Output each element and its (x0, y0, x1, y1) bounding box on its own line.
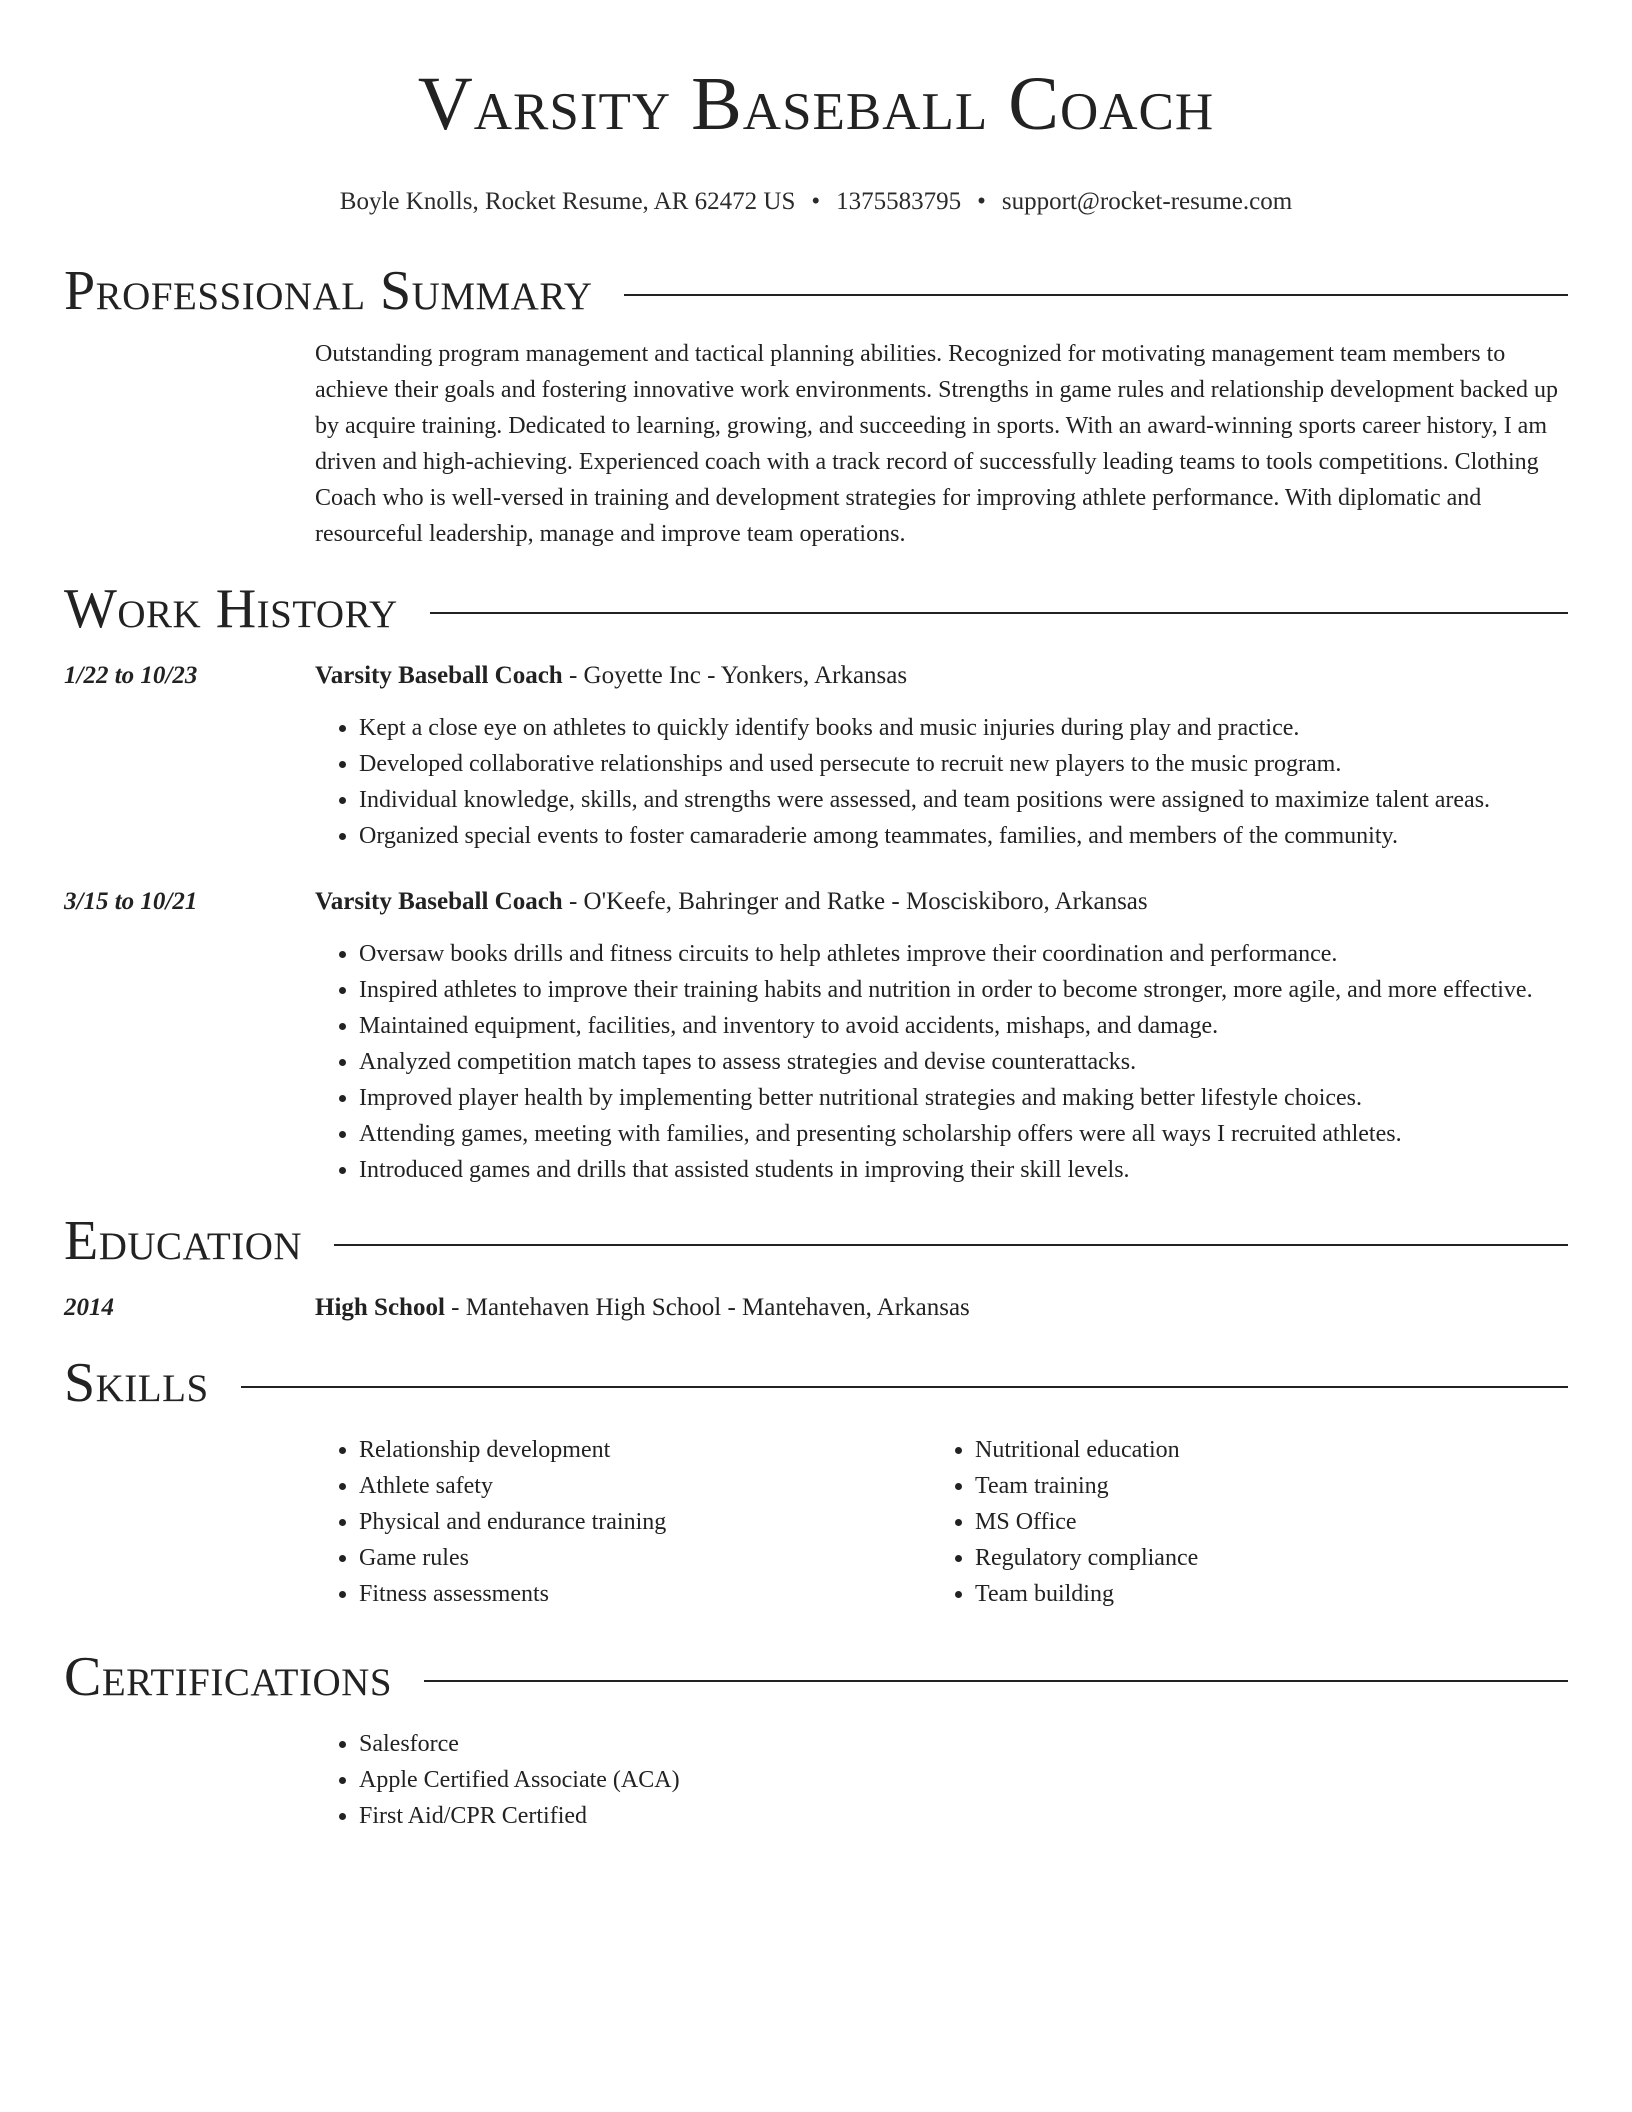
list-item: • Analyzed competition match tapes to assess strategies and devise counterattacks. (359, 1044, 1568, 1080)
list-item: • Inspired athletes to improve their training habits and nutrition in order to become stronger, more agile, and more effective. (359, 972, 1568, 1008)
contact-separator: • (811, 188, 821, 215)
list-item: • Game rules (359, 1540, 931, 1576)
list-item: • First Aid/CPR Certified (359, 1798, 1568, 1834)
job-employer: - O'Keefe, Bahringer and Ratke - Mosciskiboro, Arkansas (562, 888, 1148, 915)
section-header-skills (64, 1348, 1568, 1418)
certifications-list (315, 1726, 1568, 1834)
list-item: • Fitness assessments (359, 1576, 931, 1612)
list-item: • Developed collaborative relationships and used persecute to recruit new players to the music program. (359, 746, 1568, 782)
section-title-summary: Professional Summary (64, 260, 593, 322)
job-employer: - Goyette Inc - Yonkers, Arkansas (562, 662, 908, 689)
list-item: • Individual knowledge, skills, and strengths were assessed, and team positions were assigned to maximize talent areas. (359, 782, 1568, 818)
contact-line (64, 186, 1568, 218)
job-bullets-row (64, 694, 1568, 854)
list-item: • MS Office (975, 1504, 1568, 1540)
list-item: • Relationship development (359, 1432, 931, 1468)
contact-separator: • (977, 188, 986, 215)
candidate-name: Varsity Baseball Coach (417, 62, 1215, 146)
section-title-certifications: Certifications (64, 1646, 393, 1708)
job-title-line (315, 884, 1568, 920)
job-header-row (64, 658, 1568, 694)
education-line (315, 1290, 1568, 1326)
list-item: • Maintained equipment, facilities, and inventory to avoid accidents, mishaps, and damage. (359, 1008, 1568, 1044)
section-header-certifications (64, 1642, 1568, 1712)
section-divider (424, 1680, 1568, 1682)
certifications-list-container (315, 1726, 1568, 1834)
job-bullets-spacer (64, 694, 315, 854)
list-item: • Salesforce (359, 1726, 1568, 1762)
contact-email[interactable]: support@rocket-resume.com (1001, 188, 1293, 215)
job-entry (64, 658, 1568, 854)
job-dates: 1/22 to 10/23 (64, 662, 198, 689)
job-bullets-container (315, 694, 1568, 854)
section-header-work (64, 574, 1568, 644)
skills-column-right (931, 1432, 1568, 1612)
list-item: • Introduced games and drills that assisted students in improving their skill levels. (359, 1152, 1568, 1188)
section-divider (241, 1386, 1568, 1388)
list-item: • Team building (975, 1576, 1568, 1612)
job-bullets (315, 710, 1568, 854)
summary-text: Outstanding program management and tactical planning abilities. Recognized for motivating management team members to achieve their goals and fostering innovative work environments. Strengths in game rules and relationship development backed up by acquire training. Dedicated to learning, growing, and succeeding in sports. With an award-winning sports career history, I am driven and high-achieving. Experienced coach with a track record of successfully leading teams to tools competitions. Clothing Coach who is well-versed in training and development strategies for improving athlete performance. With diplomatic and resourceful leadership, manage and improve team operations. (315, 341, 1558, 547)
section-divider (334, 1244, 1568, 1246)
list-item: • Organized special events to foster camaraderie among teammates, families, and members of the community. (359, 818, 1568, 854)
job-title: Varsity Baseball Coach (315, 662, 563, 689)
education-school: - Mantehaven High School - Mantehaven, Arkansas (444, 1294, 970, 1321)
skills-grid (315, 1432, 1568, 1612)
list-item: • Kept a close eye on athletes to quickly identify books and music injuries during play and practice. (359, 710, 1568, 746)
section-title-education: Education (64, 1210, 303, 1272)
list-item: • Apple Certified Associate (ACA) (359, 1762, 1568, 1798)
list-item: • Oversaw books drills and fitness circuits to help athletes improve their coordination and performance. (359, 936, 1568, 972)
contact-phone: 1375583795 (836, 188, 962, 215)
list-item: • Nutritional education (975, 1432, 1568, 1468)
education-degree: High School (315, 1294, 445, 1321)
job-entry (64, 884, 1568, 1188)
education-entry (64, 1290, 1568, 1326)
job-header-row (64, 884, 1568, 920)
section-header-summary (64, 256, 1568, 326)
job-dates: 3/15 to 10/21 (64, 888, 198, 915)
education-year: 2014 (64, 1294, 114, 1321)
job-title-line (315, 658, 1568, 694)
job-bullets-spacer (64, 920, 315, 1188)
job-title: Varsity Baseball Coach (315, 888, 563, 915)
job-bullets-row (64, 920, 1568, 1188)
list-item: • Athlete safety (359, 1468, 931, 1504)
list-item: • Improved player health by implementing better nutritional strategies and making better lifestyle choices. (359, 1080, 1568, 1116)
list-item: • Physical and endurance training (359, 1504, 931, 1540)
job-bullets-container (315, 920, 1568, 1188)
job-bullets (315, 936, 1568, 1188)
skills-column-left (315, 1432, 931, 1612)
list-item: • Team training (975, 1468, 1568, 1504)
section-divider (430, 612, 1568, 614)
section-divider (624, 294, 1568, 296)
contact-address: Boyle Knolls, Rocket Resume, AR 62472 US (339, 188, 796, 215)
list-item: • Regulatory compliance (975, 1540, 1568, 1576)
section-header-education (64, 1206, 1568, 1276)
section-title-work: Work History (64, 578, 398, 640)
list-item: • Attending games, meeting with families, and presenting scholarship offers were all ways I recruited athletes. (359, 1116, 1568, 1152)
section-title-skills: Skills (64, 1352, 209, 1414)
